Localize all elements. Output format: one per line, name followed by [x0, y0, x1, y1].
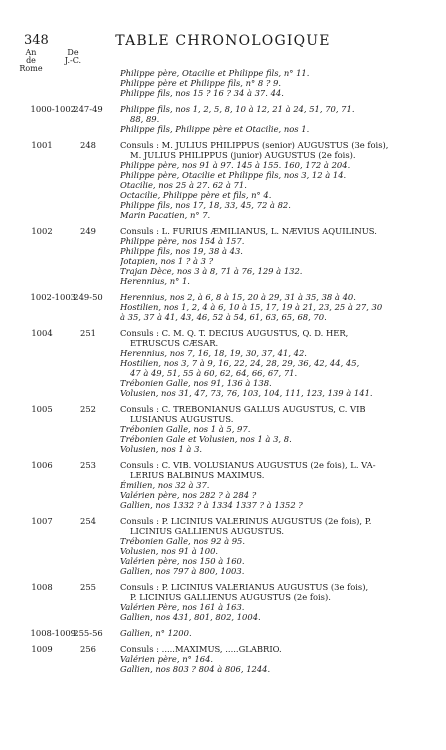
coin-reference-line: Gallien, nos 1332 ? à 1334 1337 ? à 1352 ? [120, 500, 303, 510]
year-ad: 249 [80, 226, 96, 236]
year-ad: 247-49 [73, 104, 103, 114]
consuls-line: LICINIUS GALLIENUS AUGUSTUS. [130, 526, 285, 536]
entry-lines [120, 628, 432, 638]
year-of-rome: 1007 [31, 516, 53, 526]
year-of-rome: 1002 [31, 226, 53, 236]
column-header-de-jc [60, 49, 86, 65]
consuls-line: LUSIANUS AUGUSTUS. [130, 414, 234, 424]
coin-reference-line: Philippe père, nos 91 à 97. 145 à 155. 160, 172 à 204. [120, 160, 351, 170]
coin-reference-line: 47 à 49, 51, 55 à 60, 62, 64, 66, 67, 71. [130, 368, 298, 378]
coin-reference-line: Valérien père, nos 150 à 160. [120, 556, 245, 566]
entry-lines [120, 460, 432, 510]
coin-reference-line: Hostilien, nos 3, 7 à 9, 16, 22, 24, 28, 29, 36, 42, 44, 45, [120, 358, 360, 368]
coin-reference-line: Volusien, nos 1 à 3. [120, 444, 203, 454]
consuls-line: M. JULIUS PHILIPPUS (junior) AUGUSTUS (2e fois). [130, 150, 356, 160]
entry-lines [120, 104, 432, 134]
column-header-de-line1: De [67, 48, 79, 57]
coin-reference-line: Herennius, n° 1. [120, 276, 190, 286]
coin-reference-line: Philippe père et Philippe fils, n° 8 ? 9. [120, 78, 281, 88]
coin-reference-line: Herennius, nos 2, à 6, 8 à 15, 20 à 29, 31 à 35, 38 à 40. [120, 292, 356, 302]
entry-lines [120, 404, 432, 454]
year-of-rome: 1004 [31, 328, 53, 338]
coin-reference-line: Valérien Père, nos 161 à 163. [120, 602, 245, 612]
year-ad: 254 [80, 516, 96, 526]
coin-reference-line: Philippe fils, Philippe père et Otacilie, nos 1. [120, 124, 310, 134]
coin-reference-line: Émilien, nos 32 à 37. [120, 480, 210, 490]
chronology-entry [0, 644, 446, 674]
consuls-line: LERIUS BALBINUS MAXIMUS. [130, 470, 265, 480]
coin-reference-line: Valérien père, n° 164. [120, 654, 214, 664]
chronology-table [0, 68, 446, 674]
chronology-entry [0, 68, 446, 98]
chronology-entry [0, 628, 446, 638]
entry-lines [120, 292, 432, 322]
consuls-line: Consuls : C. VIB. VOLUSIANUS AUGUSTUS (2e fois), L. VA- [120, 460, 376, 470]
coin-reference-line: Herennius, nos 7, 16, 18, 19, 30, 37, 41, 42. [120, 348, 307, 358]
coin-reference-line: Gallien, nos 803 ? 804 à 806, 1244. [120, 664, 271, 674]
coin-reference-line: Philippe père, nos 154 à 157. [120, 236, 245, 246]
consuls-line: Consuls : .....MAXIMUS, .....GLABRIO. [120, 644, 282, 654]
year-ad: 248 [80, 140, 96, 150]
consuls-line: Consuls : C. M. Q. T. DECIUS AUGUSTUS, Q. D. HER, [120, 328, 349, 338]
coin-reference-line: Philippe père, Otacilie et Philippe fils, nos 3, 12 à 14. [120, 170, 347, 180]
year-of-rome: 1008 [31, 582, 53, 592]
year-of-rome: 1000-1002 [30, 104, 76, 114]
coin-reference-line: Jotapien, nos 1 ? à 3 ? [120, 256, 214, 266]
coin-reference-line: Trajan Dèce, nos 3 à 8, 71 à 76, 129 à 132. [120, 266, 303, 276]
chronology-entry [0, 104, 446, 134]
coin-reference-line: Trébonien Gale et Volusien, nos 1 à 3, 8. [120, 434, 292, 444]
consuls-line: Consuls : M. JULIUS PHILIPPUS (senior) AUGUSTUS (3e fois), [120, 140, 389, 150]
year-ad: 253 [80, 460, 96, 470]
coin-reference-line: Philippe fils, nos 1, 2, 5, 8, 10 à 12, 21 à 24, 51, 70, 71. [120, 104, 355, 114]
year-ad: 255 [80, 582, 96, 592]
coin-reference-line: Gallien, n° 1200. [120, 628, 192, 638]
coin-reference-line: Octacilie, Philippe père et fils, n° 4. [120, 190, 272, 200]
coin-reference-line: Trébonien Galle, nos 92 à 95. [120, 536, 246, 546]
coin-reference-line: Valérien père, nos 282 ? à 284 ? [120, 490, 257, 500]
consuls-line: Consuls : L. FURIUS ÆMILIANUS, L. NÆVIUS AQUILINUS. [120, 226, 377, 236]
entry-lines [120, 226, 432, 286]
consuls-line: Consuls : P. LICINIUS VALERINUS AUGUSTUS (2e fois), P. [120, 516, 372, 526]
chronology-entry [0, 292, 446, 322]
year-of-rome: 1006 [31, 460, 53, 470]
coin-reference-line: Philippe fils, nos 19, 38 à 43. [120, 246, 243, 256]
entry-lines [120, 68, 432, 98]
year-of-rome: 1009 [31, 644, 53, 654]
coin-reference-line: Gallien, nos 797 à 800, 1003. [120, 566, 245, 576]
column-header-an-line1: An [25, 48, 37, 57]
year-of-rome: 1005 [31, 404, 53, 414]
year-ad: 251 [80, 328, 96, 338]
year-ad: 255-56 [73, 628, 103, 638]
coin-reference-line: Trébonien Galle, nos 1 à 5, 97. [120, 424, 251, 434]
consuls-line: Consuls : C. TREBONIANUS GALLUS AUGUSTUS, C. VIB [120, 404, 366, 414]
page-title: TABLE CHRONOLOGIQUE [115, 33, 331, 49]
year-ad: 256 [80, 644, 96, 654]
coin-reference-line: Philippe fils, nos 17, 18, 33, 45, 72 à 82. [120, 200, 291, 210]
entry-lines [120, 516, 432, 576]
year-ad: 252 [80, 404, 96, 414]
chronology-entry [0, 140, 446, 220]
consuls-line: ETRUSCUS CÆSAR. [130, 338, 219, 348]
coin-reference-line: Philippe fils, nos 15 ? 16 ? 34 à 37. 44. [120, 88, 284, 98]
column-header-an-line2: de Rome [19, 56, 43, 73]
entry-lines [120, 582, 432, 622]
coin-reference-line: à 35, 37 à 41, 43, 46, 52 à 54, 61, 63, 65, 68, 70. [120, 312, 327, 322]
entry-lines [120, 140, 432, 220]
chronology-entry [0, 404, 446, 454]
coin-reference-line: 88, 89. [130, 114, 160, 124]
coin-reference-line: Volusien, nos 91 à 100. [120, 546, 219, 556]
coin-reference-line: Philippe père, Otacilie et Philippe fils, n° 11. [120, 68, 310, 78]
page-number: 348 [24, 33, 49, 48]
coin-reference-line: Gallien, nos 431, 801, 802, 1004. [120, 612, 261, 622]
year-of-rome: 1001 [31, 140, 53, 150]
consuls-line: P. LICINIUS GALLIENUS AUGUSTUS (2e fois). [130, 592, 331, 602]
entry-lines [120, 644, 432, 674]
coin-reference-line: Hostilien, nos 1, 2, 4 à 6, 10 à 15, 17, 19 à 21, 23, 25 à 27, 30 [120, 302, 383, 312]
chronology-entry [0, 226, 446, 286]
year-of-rome: 1002-1003 [30, 292, 76, 302]
year-ad: 249-50 [73, 292, 103, 302]
chronology-entry [0, 460, 446, 510]
entry-lines [120, 328, 432, 398]
coin-reference-line: Otacilie, nos 25 à 27. 62 à 71. [120, 180, 247, 190]
coin-reference-line: Marin Pacatien, n° 7. [120, 210, 211, 220]
chronology-entry [0, 328, 446, 398]
consuls-line: Consuls : P. LICINIUS VALERIANUS AUGUSTUS (3e fois), [120, 582, 369, 592]
coin-reference-line: Trébonien Galle, nos 91, 136 à 138. [120, 378, 272, 388]
chronology-entry [0, 582, 446, 622]
year-of-rome: 1008-1009 [30, 628, 76, 638]
chronology-entry [0, 516, 446, 576]
column-header-de-line2: J.-C. [64, 56, 82, 65]
coin-reference-line: Volusien, nos 31, 47, 73, 76, 103, 104, 111, 123, 139 à 141. [120, 388, 373, 398]
